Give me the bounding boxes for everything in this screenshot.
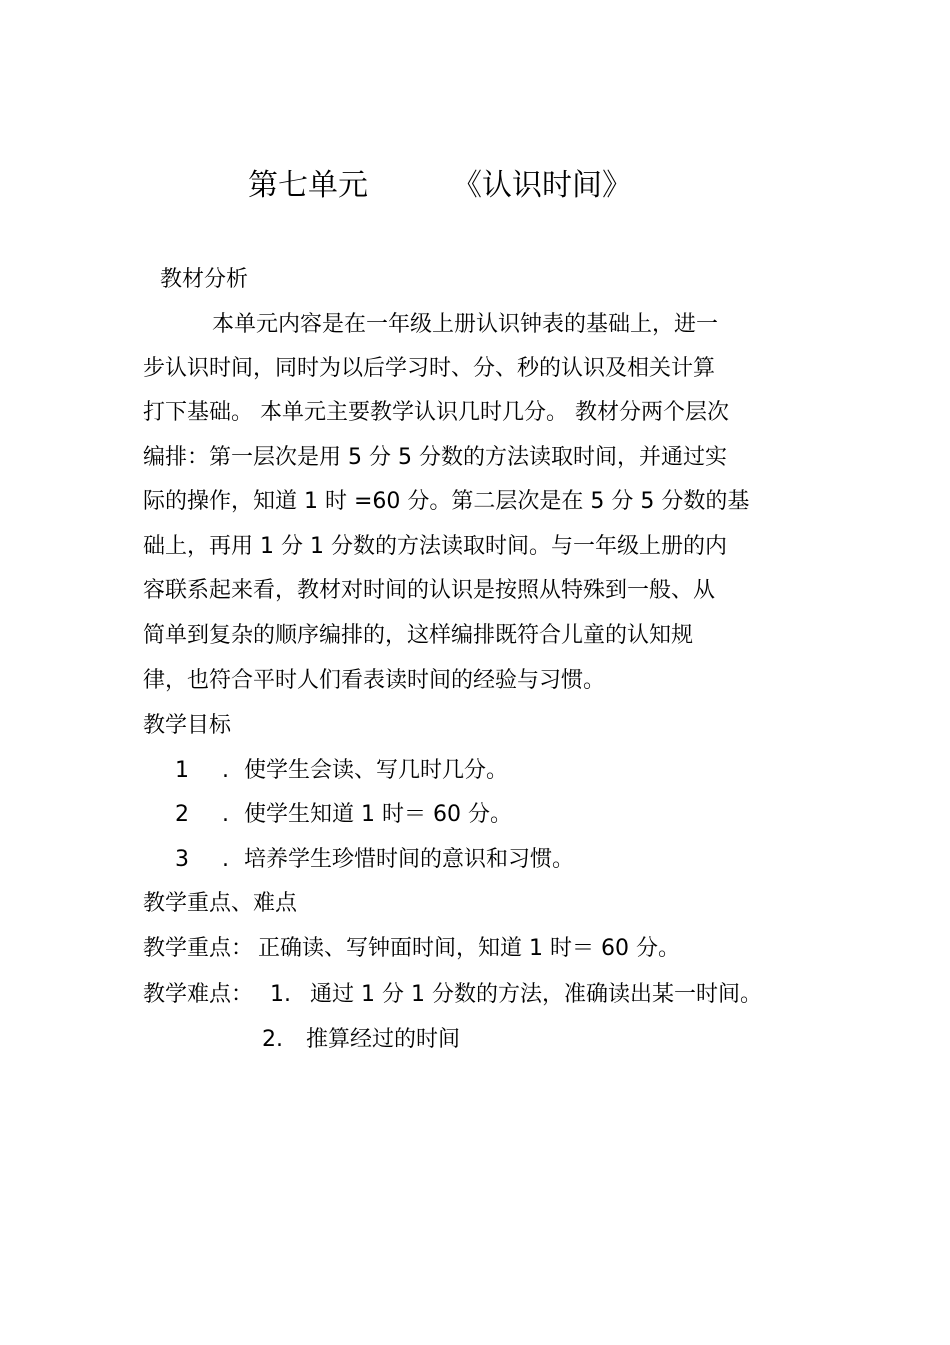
difficulty-label: 教学难点：: [143, 982, 254, 1007]
analysis-line-9: 律，也符合平时人们看表读时间的经验与习惯。: [143, 668, 606, 693]
analysis-line-1: 本单元内容是在一年级上册认识钟表的基础上，进一: [212, 312, 719, 337]
section-heading-goals: 教学目标: [143, 713, 232, 738]
goal-number: 3: [175, 847, 189, 872]
analysis-line-4: 编排：第一层次是用 5 分 5 分数的方法读取时间，并通过实: [143, 445, 727, 470]
analysis-line-3: 打下基础。 本单元主要教学认识几时几分。 教材分两个层次: [143, 400, 729, 425]
section-heading-keypoints: 教学重点、难点: [143, 891, 298, 916]
topic-title: 《认识时间》: [452, 168, 632, 203]
goal-dot: .: [222, 847, 229, 872]
difficulty-number: 2.: [262, 1027, 283, 1052]
goal-number: 1: [175, 758, 189, 783]
goal-text: 培养学生珍惜时间的意识和习惯。: [244, 847, 575, 872]
goal-dot: .: [222, 802, 229, 827]
difficulty-number: 1.: [270, 982, 291, 1007]
goal-number: 2: [175, 802, 189, 827]
focus-label: 教学重点：: [143, 936, 254, 961]
analysis-line-8: 简单到复杂的顺序编排的，这样编排既符合儿童的认知规: [143, 623, 694, 648]
analysis-line-6: 础上，再用 1 分 1 分数的方法读取时间。与一年级上册的内: [143, 534, 727, 559]
unit-title: 第七单元: [248, 168, 368, 203]
section-heading-analysis: 教材分析: [160, 267, 249, 292]
analysis-line-7: 容联系起来看，教材对时间的认识是按照从特殊到一般、从: [143, 578, 716, 603]
difficulty-text: 推算经过的时间: [306, 1027, 461, 1052]
goal-text: 使学生会读、写几时几分。: [244, 758, 509, 783]
goal-text: 使学生知道 1 时＝ 60 分。: [244, 802, 512, 827]
analysis-line-5: 际的操作，知道 1 时 =60 分。第二层次是在 5 分 5 分数的基: [143, 489, 750, 514]
goal-dot: .: [222, 758, 229, 783]
analysis-line-2: 步认识时间，同时为以后学习时、分、秒的认识及相关计算: [143, 356, 716, 381]
focus-text: 正确读、写钟面时间，知道 1 时＝ 60 分。: [258, 936, 680, 961]
difficulty-text: 通过 1 分 1 分数的方法，准确读出某一时间。: [310, 982, 762, 1007]
